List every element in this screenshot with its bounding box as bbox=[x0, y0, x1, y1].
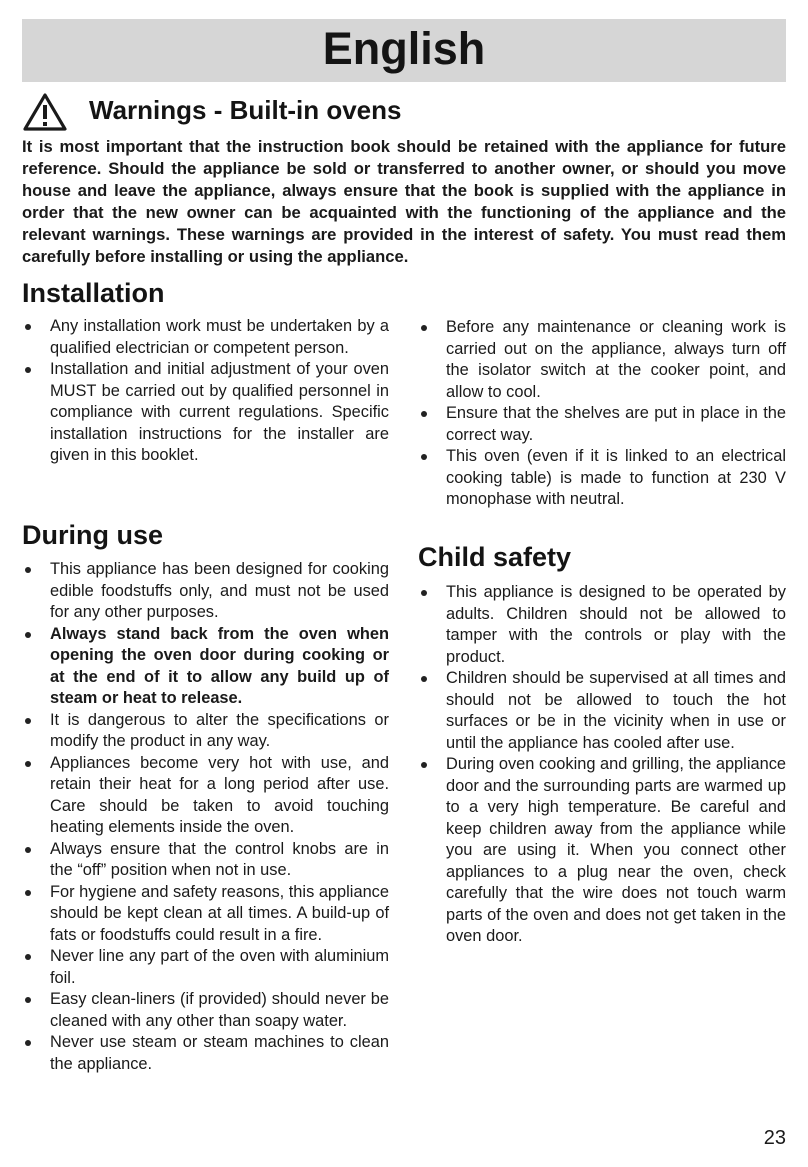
list-item: Before any maintenance or cleaning work is carried out on the appliance, always turn off the isolator switch at the cooker point, and allow to cool. bbox=[418, 317, 786, 403]
warnings-header bbox=[22, 92, 786, 132]
list-item: Installation and initial adjustment of your oven MUST be carried out by qualified personnel in compliance with current regulations. Specific installation instructions for the installer are given in this booklet. bbox=[22, 359, 389, 467]
list-item: It is dangerous to alter the specifications or modify the product in any way. bbox=[22, 710, 389, 753]
list-item: For hygiene and safety reasons, this appliance should be kept clean at all times. A build-up of fats or foodstuffs could result in a fire. bbox=[22, 882, 389, 947]
list-item: Children should be supervised at all times and should not be allowed to touch the hot surfaces or be in the vicinity when in use or until the appliance has cooled after use. bbox=[418, 668, 786, 754]
list-item: Ensure that the shelves are put in place in the correct way. bbox=[418, 403, 786, 446]
list-item: During oven cooking and grilling, the appliance door and the surrounding parts are warmed up to a very high temperature. Be careful and keep children away from the appliance while you are using it. When you connect other appliances to a plug near the oven, check carefully that the wire does not touch warm parts of the oven and does not get taken in the oven door. bbox=[418, 754, 786, 948]
during-use-heading: During use bbox=[22, 520, 164, 550]
during-use-list bbox=[22, 559, 389, 1075]
installation-heading: Installation bbox=[22, 278, 165, 308]
list-item: This oven (even if it is linked to an electrical cooking table) is made to function at 230 V monophase with neutral. bbox=[418, 446, 786, 511]
language-title: English bbox=[322, 23, 486, 74]
child-safety-heading: Child safety bbox=[418, 542, 572, 572]
list-item: Easy clean-liners (if provided) should never be cleaned with any other than soapy water. bbox=[22, 989, 389, 1032]
warning-triangle-icon bbox=[22, 92, 68, 132]
list-item: Never use steam or steam machines to clean the appliance. bbox=[22, 1032, 389, 1075]
list-item: This appliance is designed to be operated by adults. Children should not be allowed to tamper with the controls or play with the product. bbox=[418, 582, 786, 668]
list-item: Always ensure that the control knobs are in the “off” position when not in use. bbox=[22, 839, 389, 882]
list-item: Always stand back from the oven when opening the oven door during cooking or at the end of it to allow any build up of steam or heat to release. bbox=[22, 624, 389, 710]
child-safety-list bbox=[418, 582, 786, 948]
installation-list-continued bbox=[418, 317, 786, 511]
list-item: Never line any part of the oven with aluminium foil. bbox=[22, 946, 389, 989]
page-number: 23 bbox=[763, 1127, 786, 1149]
warnings-intro: It is most important that the instruction book should be retained with the appliance for future reference. Should the appliance be sold or transferred to another owner, or should you move house and leave the appliance, always ensure that the book is supplied with the appliance in order that the new owner can be acquainted with the functioning of the appliance and the relevant warnings. These warnings are provided in the interest of safety. You must read them carefully before installing or using the appliance. bbox=[22, 137, 786, 266]
list-item: Any installation work must be undertaken by a qualified electrician or competent person. bbox=[22, 316, 389, 359]
warnings-title: Warnings - Built-in ovens bbox=[89, 95, 402, 125]
installation-list bbox=[22, 316, 389, 467]
list-item: Appliances become very hot with use, and retain their heat for a long period after use. Care should be taken to avoid touching heating elements inside the oven. bbox=[22, 753, 389, 839]
list-item: This appliance has been designed for cooking edible foodstuffs only, and must not be used for any other purposes. bbox=[22, 559, 389, 624]
